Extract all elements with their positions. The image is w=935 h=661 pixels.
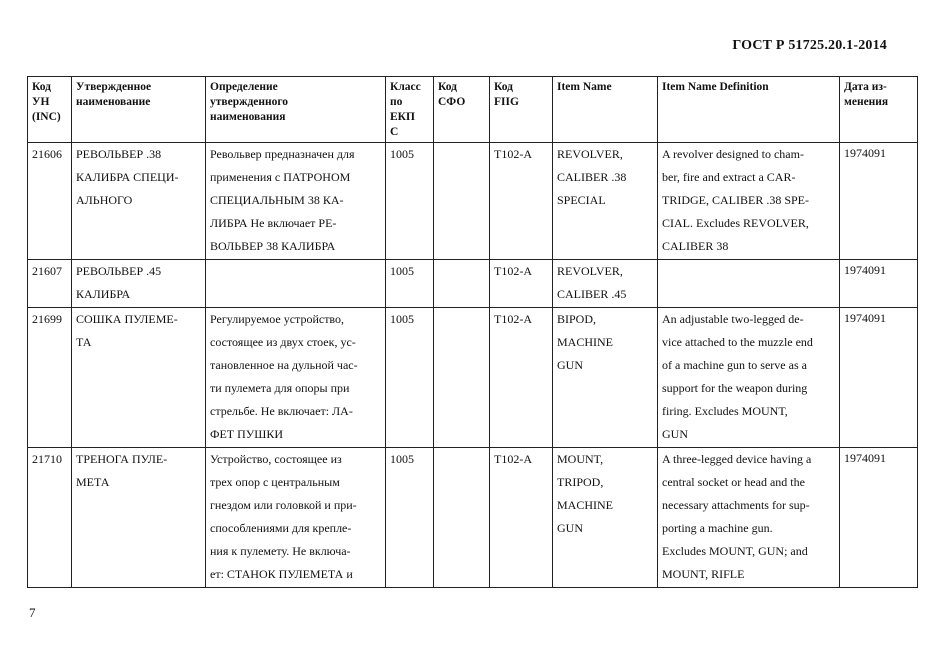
- document-standard-id: ГОСТ Р 51725.20.1-2014: [732, 38, 887, 53]
- cell-sfo: [434, 143, 490, 260]
- cell-definition: [206, 260, 386, 308]
- cell-item-definition: A revolver designed to cham- ber, fire and extract a CAR- TRIDGE, CALIBER .38 SPE- CIAL. Excludes REVOLVER, CALIBER 38: [658, 143, 840, 260]
- cell-approved-name: СОШКА ПУЛЕМЕ- ТА: [72, 308, 206, 448]
- cell-class: 1005: [386, 448, 434, 588]
- column-header-sfo: Код СФО: [434, 77, 490, 143]
- table-row: [28, 308, 918, 448]
- cell-sfo: [434, 260, 490, 308]
- cell-item-definition: [658, 260, 840, 308]
- cell-change-date: 1974091: [840, 448, 918, 588]
- cell-item-name: MOUNT, TRIPOD, MACHINE GUN: [553, 448, 658, 588]
- cell-fiig: T102-A: [490, 308, 553, 448]
- cell-fiig: T102-A: [490, 448, 553, 588]
- column-header-definition: Определение утвержденного наименования: [206, 77, 386, 143]
- table-header-row: [28, 77, 918, 143]
- cell-item-name: REVOLVER, CALIBER .38 SPECIAL: [553, 143, 658, 260]
- item-names-table: [27, 76, 918, 588]
- cell-item-name: BIPOD, MACHINE GUN: [553, 308, 658, 448]
- cell-definition: Регулируемое устройство, состоящее из двух стоек, ус- тановленное на дульной час- ти пулемета для опоры при стрельбе. Не включает: ЛА- ФЕТ ПУШКИ: [206, 308, 386, 448]
- cell-change-date: 1974091: [840, 143, 918, 260]
- cell-class: 1005: [386, 143, 434, 260]
- cell-inc: 21606: [28, 143, 72, 260]
- column-header-item-definition: Item Name Definition: [658, 77, 840, 143]
- cell-item-name: REVOLVER, CALIBER .45: [553, 260, 658, 308]
- cell-fiig: T102-A: [490, 143, 553, 260]
- cell-sfo: [434, 448, 490, 588]
- cell-definition: Револьвер предназначен для применения с ПАТРОНОМ СПЕЦИАЛЬНЫМ 38 КА- ЛИБРА Не включает РЕ- ВОЛЬВЕР 38 КАЛИБРА: [206, 143, 386, 260]
- cell-fiig: T102-A: [490, 260, 553, 308]
- cell-inc: 21699: [28, 308, 72, 448]
- column-header-class: Класс по ЕКП С: [386, 77, 434, 143]
- table-row: [28, 260, 918, 308]
- column-header-approved-name: Утвержденное наименование: [72, 77, 206, 143]
- cell-change-date: 1974091: [840, 260, 918, 308]
- cell-item-definition: An adjustable two-legged de- vice attached to the muzzle end of a machine gun to serve as a support for the weapon during firing. Excludes MOUNT, GUN: [658, 308, 840, 448]
- table-row: [28, 143, 918, 260]
- cell-class: 1005: [386, 260, 434, 308]
- column-header-fiig: Код FIIG: [490, 77, 553, 143]
- table-row: [28, 448, 918, 588]
- column-header-item-name: Item Name: [553, 77, 658, 143]
- cell-approved-name: РЕВОЛЬВЕР .38 КАЛИБРА СПЕЦИ- АЛЬНОГО: [72, 143, 206, 260]
- cell-definition: Устройство, состоящее из трех опор с центральным гнездом или головкой и при- способлениями для крепле- ния к пулемету. Не включа- ет: СТАНОК ПУЛЕМЕТА и: [206, 448, 386, 588]
- column-header-change-date: Дата из- менения: [840, 77, 918, 143]
- page-number: 7: [29, 605, 36, 620]
- cell-item-definition: A three-legged device having a central socket or head and the necessary attachments for sup- porting a machine gun. Excludes MOUNT, GUN; and MOUNT, RIFLE: [658, 448, 840, 588]
- column-header-inc: Код УН (INC): [28, 77, 72, 143]
- cell-sfo: [434, 308, 490, 448]
- cell-approved-name: ТРЕНОГА ПУЛЕ- МЕТА: [72, 448, 206, 588]
- cell-inc: 21607: [28, 260, 72, 308]
- cell-change-date: 1974091: [840, 308, 918, 448]
- cell-class: 1005: [386, 308, 434, 448]
- cell-inc: 21710: [28, 448, 72, 588]
- cell-approved-name: РЕВОЛЬВЕР .45 КАЛИБРА: [72, 260, 206, 308]
